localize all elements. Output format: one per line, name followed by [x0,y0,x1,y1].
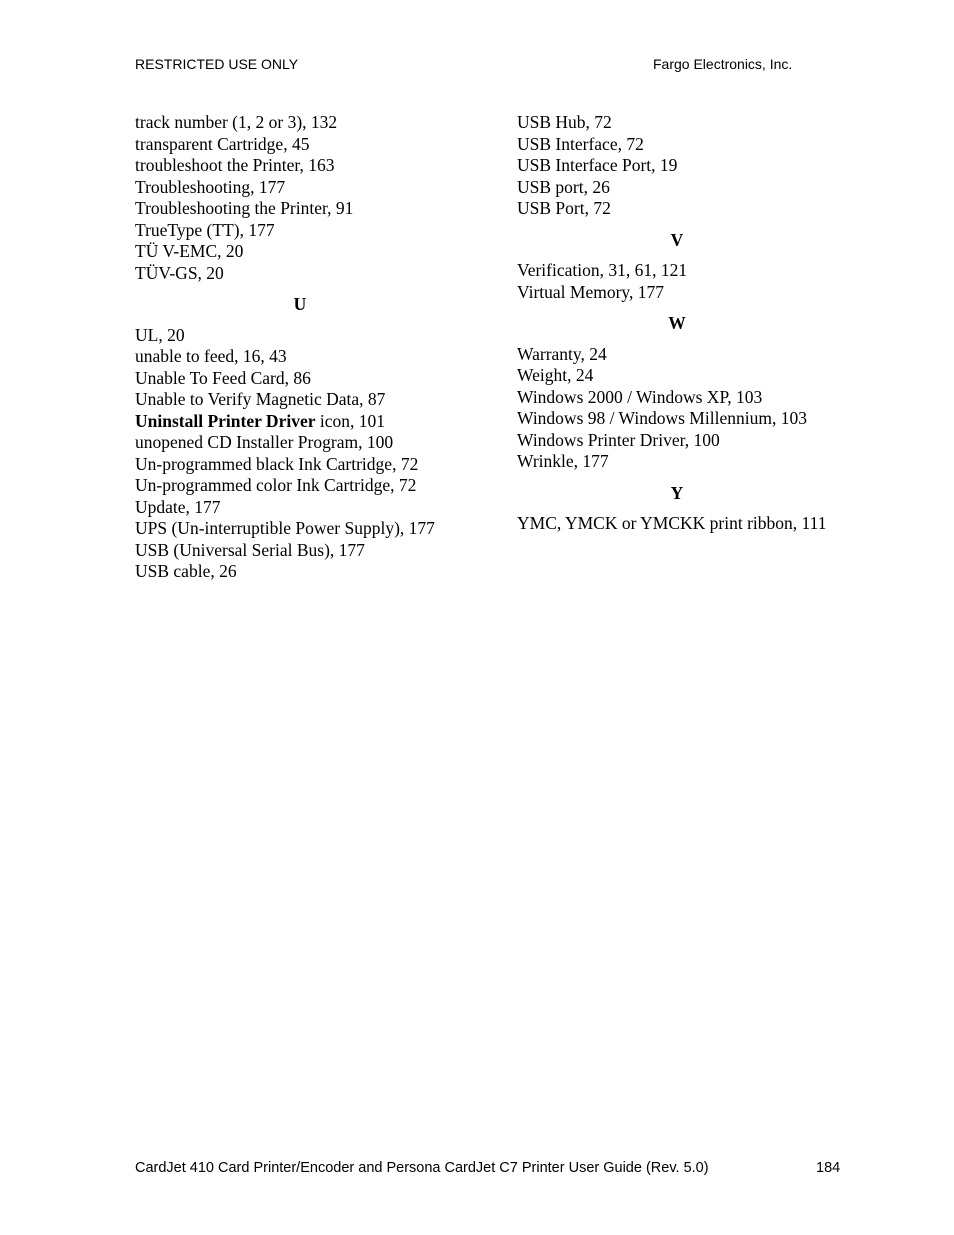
index-entry: YMC, YMCK or YMCKK print ribbon, 111 [517,513,827,533]
index-entry: USB port, 26 [517,176,610,197]
footer-page-number: 184 [816,1160,841,1176]
index-entry: Unable To Feed Card, 86 [135,367,311,388]
index-entry: Windows 98 / Windows Millennium, 103 [517,408,807,428]
index-group-u-continued [517,112,837,220]
index-entry: UL, 20 [135,324,185,345]
index-entry-bold-term: Uninstall Printer Driver [135,410,316,431]
index-entry: Update, 177 [135,496,221,517]
index-group-u-part2 [135,432,465,583]
index-entry: TÜV-GS, 20 [135,262,224,283]
index-entry: Weight, 24 [517,365,594,385]
index-letter-y: Y [670,482,684,503]
index-entry: USB cable, 26 [135,561,237,581]
index-entry: unopened CD Installer Program, 100 [135,432,394,452]
index-entry: Un-programmed black Ink Cartridge, 72 [135,453,419,474]
index-group-u-part1 [135,325,465,411]
index-entry: Wrinkle, 177 [517,451,609,471]
index-entry: unable to feed, 16, 43 [135,346,287,366]
index-entry: Virtual Memory, 177 [517,281,665,302]
index-entry: transparent Cartridge, 45 [135,133,310,154]
index-entry: Unable to Verify Magnetic Data, 87 [135,389,386,409]
index-group-t [135,112,465,284]
index-entry: Windows Printer Driver, 100 [517,429,720,450]
index-group-w [517,344,837,473]
index-entry: troubleshoot the Printer, 163 [135,155,335,175]
index-entry: Troubleshooting, 177 [135,176,286,197]
index-entry: TrueType (TT), 177 [135,219,275,240]
index-entry: TÜ V-EMC, 20 [135,241,244,261]
index-entry: Troubleshooting the Printer, 91 [135,198,354,218]
index-group-v [517,260,837,303]
index-entry: Windows 2000 / Windows XP, 103 [517,386,763,407]
index-group-y [517,513,837,535]
index-letter-u: U [293,294,307,314]
index-entry-uninstall [135,411,465,433]
index-entry: USB Interface, 72 [517,133,644,154]
index-entry: USB Hub, 72 [517,112,612,132]
index-right-column [517,112,837,535]
index-entry: USB Interface Port, 19 [517,155,678,175]
index-entry: Un-programmed color Ink Cartridge, 72 [135,475,417,495]
index-left-column [135,112,465,583]
index-entry-rest: icon, 101 [315,410,385,431]
index-entry: track number (1, 2 or 3), 132 [135,112,338,132]
header-left-text: RESTRICTED USE ONLY [135,56,299,72]
footer-title: CardJet 410 Card Printer/Encoder and Persona CardJet C7 Printer User Guide (Rev. 5.0) [135,1160,709,1176]
index-entry: USB (Universal Serial Bus), 177 [135,539,365,560]
index-entry: USB Port, 72 [517,198,611,218]
header-right-text: Fargo Electronics, Inc. [653,56,793,72]
index-letter-v: V [670,229,684,250]
index-letter-w: W [668,313,686,333]
index-entry: UPS (Un-interruptible Power Supply), 177 [135,518,435,538]
index-entry: Warranty, 24 [517,343,607,364]
index-entry: Verification, 31, 61, 121 [517,260,688,280]
